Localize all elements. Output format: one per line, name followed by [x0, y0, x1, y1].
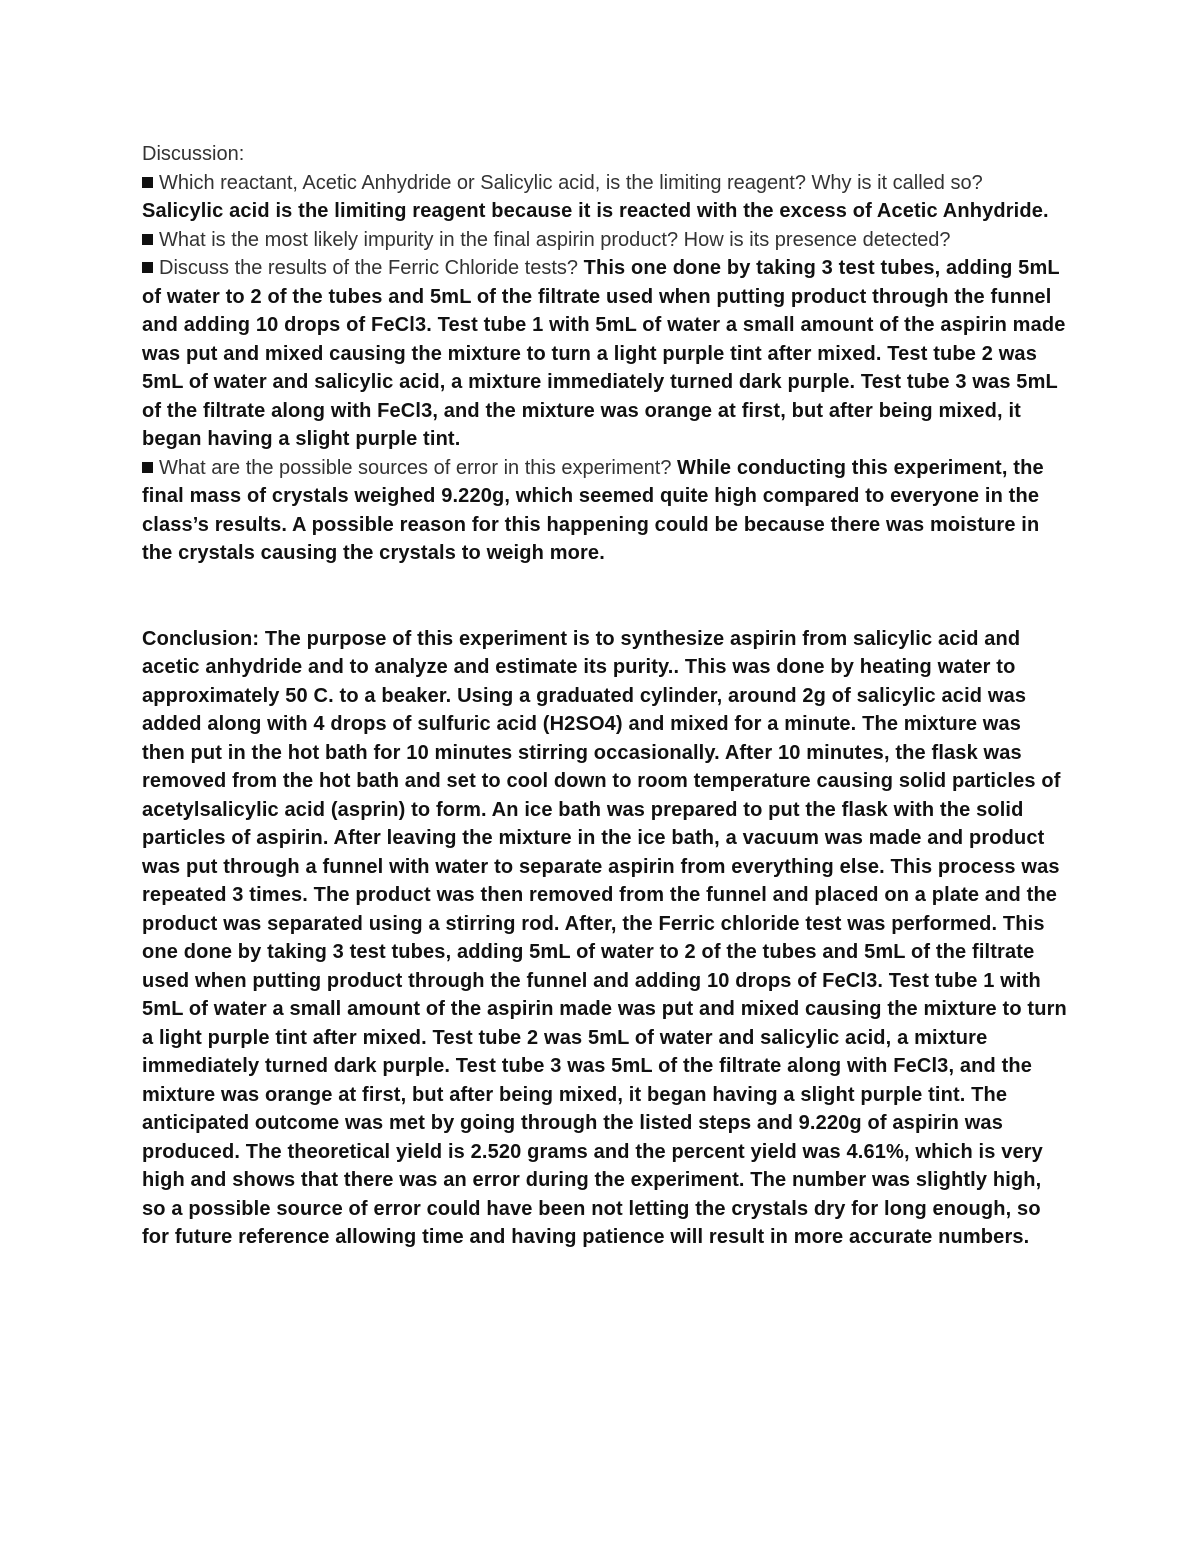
question-4-block — [142, 454, 1067, 568]
question-3-block — [142, 254, 1067, 454]
question-3-text: Discuss the results of the Ferric Chloride tests? — [159, 257, 579, 279]
square-bullet-icon — [142, 462, 153, 473]
question-1-block — [142, 169, 1067, 226]
conclusion-paragraph: Conclusion: The purpose of this experiment is to synthesize aspirin from salicylic acid and acetic anhydride and to analyze and estimate its purity.. This was done by heating water to approximately 50 C. to a beaker. Using a graduated cylinder, around 2g of salicylic acid was added along with 4 drops of sulfuric acid (H2SO4) and mixed for a minute. The mixture was then put in the hot bath for 10 minutes stirring occasionally. After 10 minutes, the flask was removed from the hot bath and set to cool down to room temperature causing solid particles of acetylsalicylic acid (asprin) to form. An ice bath was prepared to put the flask with the solid particles of aspirin. After leaving the mixture in the ice bath, a vacuum was made and product was put through a funnel with water to separate aspirin from everything else. This process was repeated 3 times. The product was then removed from the funnel and placed on a plate and the product was separated using a stirring rod. After, the Ferric chloride test was performed. This one done by taking 3 test tubes, adding 5mL of water to 2 of the tubes and 5mL of the filtrate used when putting product through the funnel and adding 10 drops of FeCl3. Test tube 1 with 5mL of water a small amount of the aspirin made was put and mixed causing the mixture to turn a light purple tint after mixed. Test tube 2 was 5mL of water and salicylic acid, a mixture immediately turned dark purple. Test tube 3 was 5mL of the filtrate along with FeCl3, and the mixture was orange at first, but after being mixed, it began having a slight purple tint. The anticipated outcome was met by going through the listed steps and 9.220g of aspirin was produced. The theoretical yield is 2.520 grams and the percent yield was 4.61%, which is very high and shows that there was an error during the experiment. The number was slightly high, so a possible source of error could have been not letting the crystals dry for long enough, so for future reference allowing time and having patience will result in more accurate numbers. — [142, 627, 1067, 1248]
question-1-text: Which reactant, Acetic Anhydride or Salicylic acid, is the limiting reagent? Why is it called so? — [159, 171, 983, 194]
discussion-heading: Discussion: — [142, 143, 245, 165]
answer-3-text: This one done by taking 3 test tubes, adding 5mL of water to 2 of the tubes and 5mL of the filtrate used when putting product through the funnel and adding 10 drops of FeCl3. Test tube 1 with 5mL of water a small amount of the aspirin made was put and mixed causing the mixture to turn a light purple tint after mixed. Test tube 2 was 5mL of water and salicylic acid, a mixture immediately turned dark purple. Test tube 3 was 5mL of the filtrate along with FeCl3, and the mixture was orange at first, but after being mixed, it began having a slight purple tint. — [142, 257, 1066, 450]
section-spacer — [142, 568, 1067, 625]
answer-1-text: Salicylic acid is the limiting reagent because it is reacted with the excess of Acetic Anhydride. — [142, 200, 1049, 222]
square-bullet-icon — [142, 177, 153, 188]
square-bullet-icon — [142, 262, 153, 273]
question-2-text: What is the most likely impurity in the final aspirin product? How is its presence detected? — [159, 228, 951, 251]
answer-4-text: While conducting this experiment, the final mass of crystals weighed 9.220g, which seemed quite high compared to everyone in the class’s results. A possible reason for this happening could be because there was moisture in the crystals causing the crystals to weigh more. — [142, 456, 1044, 564]
question-4-text: What are the possible sources of error in this experiment? — [159, 456, 672, 479]
question-2-block — [142, 226, 1067, 255]
document-page — [142, 140, 1067, 1252]
square-bullet-icon — [142, 234, 153, 245]
